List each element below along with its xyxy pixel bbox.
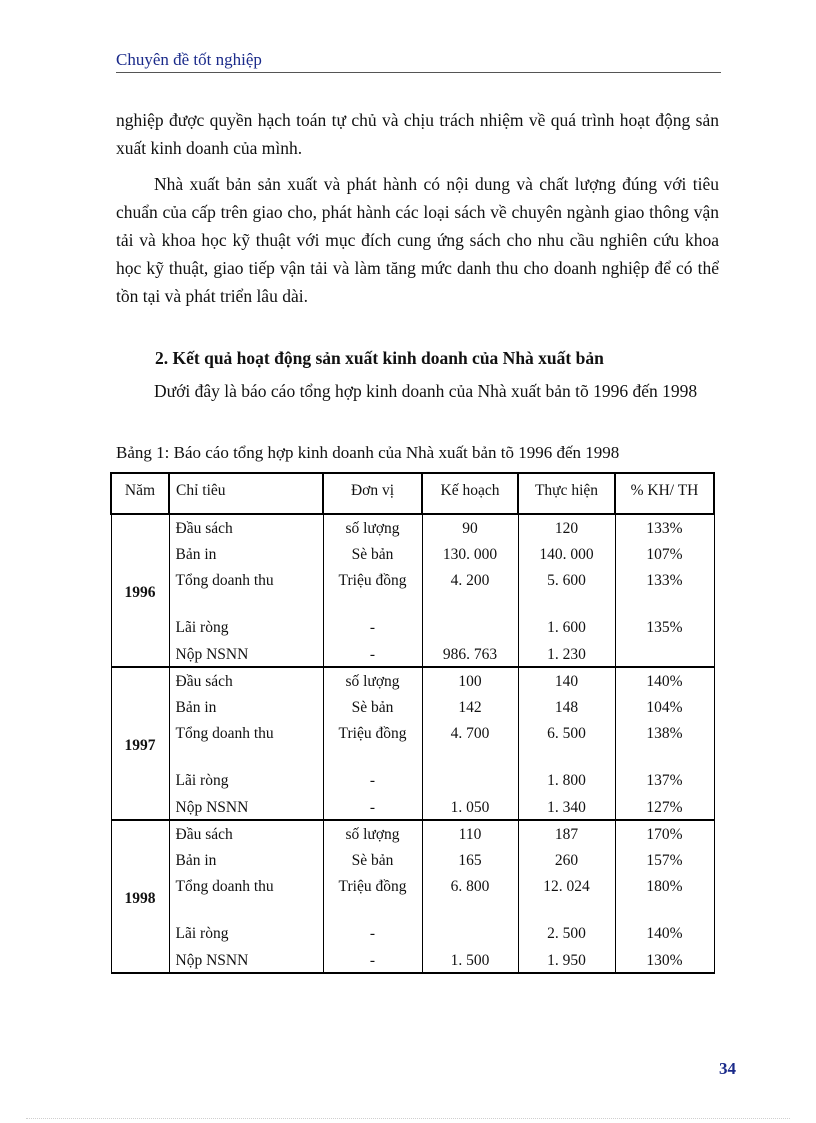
cell-pct: 130% [615,947,714,974]
cell-chi-tieu: Bản in [169,847,323,874]
cell-thuc-hien: 1. 600 [518,614,615,641]
cell-chi-tieu: Tổng doanh thu [169,873,323,920]
table-row [111,614,714,641]
cell-don-vi: Sè bản [323,541,422,568]
cell-chi-tieu: Lãi ròng [169,767,323,794]
page-header [116,48,721,73]
cell-ke-hoach: 1. 050 [422,794,518,821]
cell-don-vi: Triệu đồng [323,567,422,614]
cell-chi-tieu: Tổng doanh thu [169,720,323,767]
header-chi-tieu: Chỉ tiêu [169,473,323,514]
cell-thuc-hien: 120 [518,514,615,541]
cell-chi-tieu: Lãi ròng [169,614,323,641]
cell-chi-tieu: Nộp NSNN [169,947,323,974]
section-heading: 2. Kết quả hoạt động sản xuất kinh doanh của Nhà xuất bản [155,348,604,368]
cell-chi-tieu: Nộp NSNN [169,794,323,821]
table-row [111,920,714,947]
cell-thuc-hien: 5. 600 [518,567,615,614]
cell-chi-tieu: Đầu sách [169,514,323,541]
cell-ke-hoach: 986. 763 [422,641,518,668]
cell-chi-tieu: Nộp NSNN [169,641,323,668]
cell-ke-hoach [422,614,518,641]
paragraph-3: Dưới đây là báo cáo tổng hợp kinh doanh của Nhà xuất bản tõ 1996 đến 1998 [154,381,698,401]
cell-thuc-hien: 140 [518,667,615,694]
cell-ke-hoach: 90 [422,514,518,541]
cell-pct [615,641,714,668]
table-caption: Bảng 1: Báo cáo tổng hợp kinh doanh của Nhà xuất bản tõ 1996 đến 1998 [116,443,620,462]
cell-pct: 133% [615,514,714,541]
table-row [111,694,714,721]
cell-thuc-hien: 1. 950 [518,947,615,974]
cell-don-vi: Triệu đồng [323,873,422,920]
header-title: Chuyên đề tốt nghiệp [116,50,262,69]
table-row [111,720,714,767]
cell-don-vi: số lượng [323,820,422,847]
cell-ke-hoach: 142 [422,694,518,721]
cell-chi-tieu: Lãi ròng [169,920,323,947]
year-cell: 1997 [111,667,169,820]
table-row [111,641,714,668]
header-pct: % KH/ TH [615,473,714,514]
business-report-table [110,472,715,974]
cell-don-vi: Sè bản [323,694,422,721]
table-row [111,541,714,568]
page-bottom-divider [26,1118,790,1119]
cell-pct: 137% [615,767,714,794]
cell-thuc-hien: 12. 024 [518,873,615,920]
cell-ke-hoach: 1. 500 [422,947,518,974]
cell-pct: 104% [615,694,714,721]
cell-ke-hoach: 6. 800 [422,873,518,920]
year-cell: 1996 [111,514,169,667]
cell-pct: 135% [615,614,714,641]
cell-pct: 133% [615,567,714,614]
cell-thuc-hien: 2. 500 [518,920,615,947]
table-row [111,567,714,614]
cell-pct: 127% [615,794,714,821]
cell-pct: 140% [615,920,714,947]
year-cell: 1998 [111,820,169,973]
table-row [111,514,714,541]
table-row [111,847,714,874]
cell-don-vi: Triệu đồng [323,720,422,767]
cell-pct: 140% [615,667,714,694]
header-ke-hoach: Kế hoạch [422,473,518,514]
cell-chi-tieu: Đầu sách [169,820,323,847]
year-group-1998 [111,820,714,973]
cell-ke-hoach: 110 [422,820,518,847]
cell-don-vi: Sè bản [323,847,422,874]
cell-ke-hoach: 4. 700 [422,720,518,767]
table-header-row [111,473,714,514]
cell-thuc-hien: 260 [518,847,615,874]
cell-pct: 138% [615,720,714,767]
table-row [111,767,714,794]
cell-ke-hoach [422,767,518,794]
header-nam: Năm [111,473,169,514]
cell-thuc-hien: 1. 800 [518,767,615,794]
cell-thuc-hien: 1. 230 [518,641,615,668]
cell-pct: 157% [615,847,714,874]
cell-ke-hoach: 100 [422,667,518,694]
cell-thuc-hien: 1. 340 [518,794,615,821]
cell-pct: 107% [615,541,714,568]
cell-don-vi: số lượng [323,667,422,694]
paragraph-2: Nhà xuất bản sản xuất và phát hành có nội dung và chất lượng đúng với tiêu chuẩn của cấp trên giao cho, phát hành các loại sách về chuyên ngành giao thông vận tải và khoa học kỹ thuật với mục đích cung ứng sách cho nhu cầu nghiên cứu khoa học kỹ thuật, giao tiếp vận tải và làm tăng mức danh thu cho doanh nghiệp để có thể tồn tại và phát triển lâu dài. [116,174,719,306]
cell-chi-tieu: Đầu sách [169,667,323,694]
table-row [111,794,714,821]
cell-don-vi: - [323,947,422,974]
header-don-vi: Đơn vị [323,473,422,514]
cell-thuc-hien: 140. 000 [518,541,615,568]
cell-don-vi: số lượng [323,514,422,541]
cell-don-vi: - [323,641,422,668]
cell-don-vi: - [323,767,422,794]
cell-chi-tieu: Bản in [169,541,323,568]
cell-ke-hoach [422,920,518,947]
cell-don-vi: - [323,614,422,641]
paragraph-1: nghiệp được quyền hạch toán tự chủ và chịu trách nhiệm về quá trình hoạt động sản xuất kinh doanh của mình. [116,110,719,158]
year-group-1996 [111,514,714,667]
table-row [111,873,714,920]
cell-pct: 170% [615,820,714,847]
cell-ke-hoach: 165 [422,847,518,874]
year-group-1997 [111,667,714,820]
cell-don-vi: - [323,794,422,821]
cell-don-vi: - [323,920,422,947]
cell-pct: 180% [615,873,714,920]
cell-chi-tieu: Bản in [169,694,323,721]
page-number: 34 [719,1059,736,1078]
cell-thuc-hien: 187 [518,820,615,847]
table-row [111,667,714,694]
table-row [111,820,714,847]
cell-ke-hoach: 4. 200 [422,567,518,614]
table-row [111,947,714,974]
cell-thuc-hien: 6. 500 [518,720,615,767]
header-thuc-hien: Thực hiện [518,473,615,514]
cell-chi-tieu: Tổng doanh thu [169,567,323,614]
cell-thuc-hien: 148 [518,694,615,721]
cell-ke-hoach: 130. 000 [422,541,518,568]
